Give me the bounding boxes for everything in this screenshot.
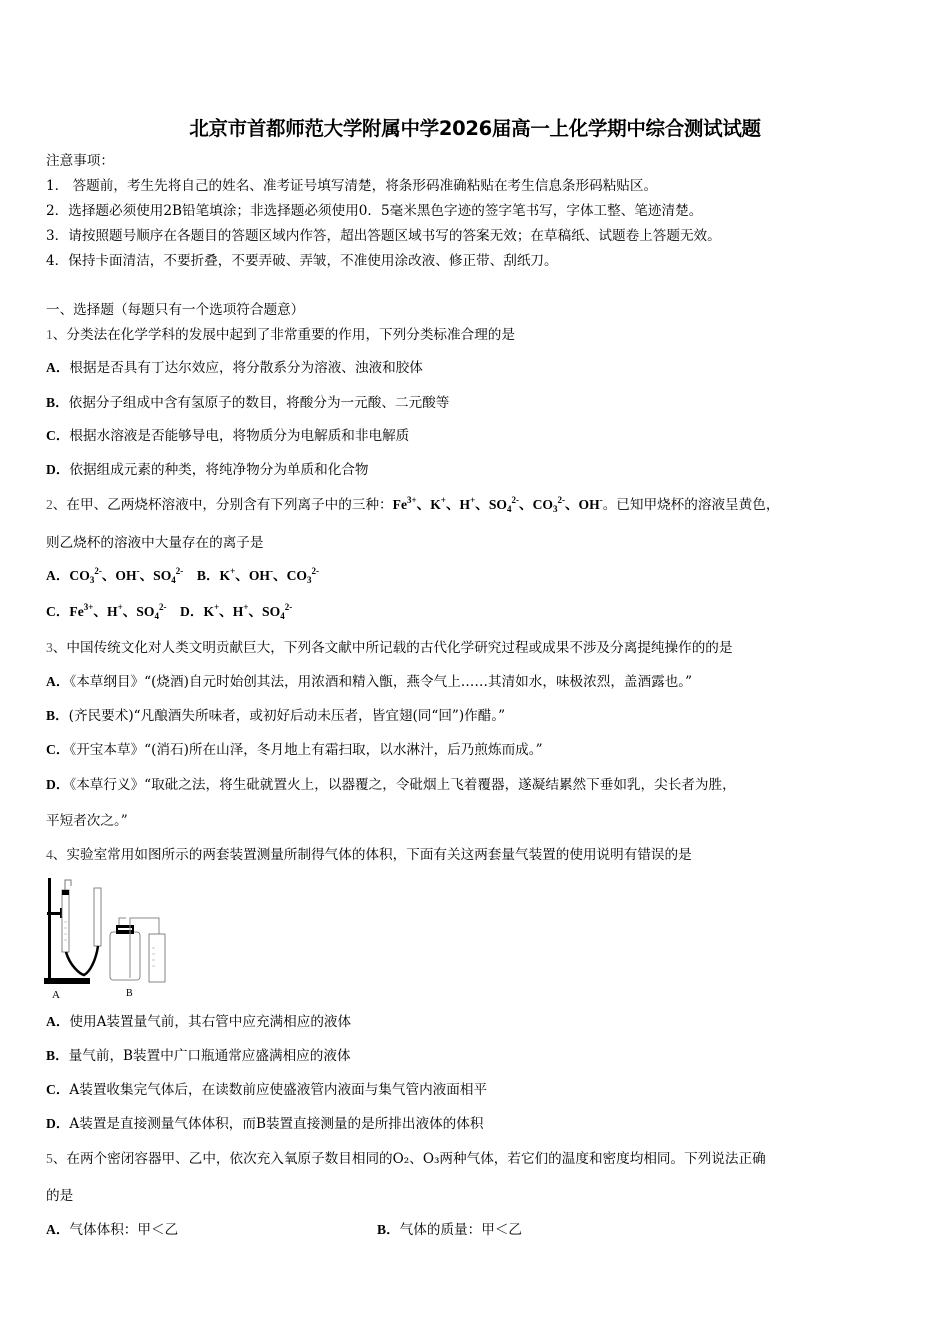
- question-4-option-b: B．量气前，B装置中广口瓶通常应盛满相应的液体: [46, 1048, 351, 1064]
- notice-item-4: 4．保持卡面清洁，不要折叠，不要弄破、弄皱，不准使用涂改液、修正带、刮纸刀。: [46, 253, 558, 269]
- svg-text:B: B: [126, 988, 133, 999]
- question-4-option-c: C．A装置收集完气体后，在读数前应使盛液管内液面与集气管内液面相平: [46, 1082, 488, 1098]
- question-5-option-b: B．气体的质量：甲＜乙: [377, 1222, 523, 1238]
- question-5-stem: 5、在两个密闭容器甲、乙中，依次充入氧原子数目相同的O₂、O₃两种气体，若它们的温度和密度均相同。下列说法正确: [46, 1151, 766, 1167]
- apparatus-diagram-icon: [44, 874, 174, 1002]
- ion-list: $Fe^{3+}$、K+、H+、$SO_4^{2-}$、$CO_3^{2-}$、OH-: [392, 495, 603, 514]
- question-2-stem-line2: 则乙烧杯的溶液中大量存在的离子是: [46, 535, 264, 551]
- question-3-option-a: A．《本草纲目》“(烧酒)自元时始创其法，用浓酒和精入甑，燕令气上……其清如水，味极浓烈，盖酒露也。”: [46, 674, 693, 690]
- notice-item-2: 2．选择题必须使用2B铅笔填涂；非选择题必须使用0．5毫米黑色字迹的签字笔书写，字体工整、笔迹清楚。: [46, 203, 703, 219]
- question-1-option-a: A．根据是否具有丁达尔效应，将分散系分为溶液、浊液和胶体: [46, 360, 423, 376]
- notice-item-1: 1． 答题前，考生先将自己的姓名、准考证号填写清楚，将条形码准确粘贴在考生信息条形码粘贴区。: [46, 178, 658, 194]
- question-5-stem-line2: 的是: [46, 1188, 74, 1204]
- question-number: 1: [46, 327, 53, 342]
- question-1-option-d: D．依据组成元素的种类，将纯净物分为单质和化合物: [46, 462, 369, 478]
- question-3-option-d: D．《本草行义》“取砒之法，将生砒就置火上，以器覆之，令砒烟上飞着覆器，遂凝结累然下垂如乳，尖长者为胜，: [46, 777, 736, 793]
- question-3-stem: 3、中国传统文化对人类文明贡献巨大，下列各文献中所记载的古代化学研究过程或成果不涉及分离提纯操作的的是: [46, 640, 733, 656]
- question-1-option-c: C．根据水溶液是否能够导电，将物质分为电解质和非电解质: [46, 428, 410, 444]
- page-title: 北京市首都师范大学附属中学2026届高一上化学期中综合测试试题: [189, 117, 761, 140]
- question-4-option-d: D．A装置是直接测量气体体积，而B装置直接测量的是所排出液体的体积: [46, 1116, 484, 1132]
- notice-heading: 注意事项：: [46, 153, 114, 169]
- question-3-option-b: B．(齐民要术)“凡酿酒失所味者，或初好后动未压者，皆宜翅(同“回”)作醋。”: [46, 708, 506, 724]
- question-1-option-b: B．依据分子组成中含有氢原子的数目，将酸分为一元酸、二元酸等: [46, 395, 450, 411]
- question-2-options-cd: C．$Fe^{3+}$、H+、$SO_4^{2-}$ D．K+、H+、$SO_4^{2-}$: [46, 602, 293, 621]
- question-3-option-c: C．《开宝本草》“(消石)所在山泽，冬月地上有霜扫取，以水淋汁，后乃煎炼而成。”: [46, 742, 543, 758]
- gas-measurement-apparatus-figure: [44, 874, 174, 1002]
- question-4-stem: 4、实验室常用如图所示的两套装置测量所制得气体的体积，下面有关这两套量气装置的使用说明有错误的是: [46, 847, 692, 863]
- section-heading: 一、选择题（每题只有一个选项符合题意）: [46, 302, 305, 318]
- question-2-stem: 2、在甲、乙两烧杯溶液中，分别含有下列离子中的三种：$Fe^{3+}$、K+、H+、$SO_4^{2-}$、$CO_3^{2-}$、OH-。已知甲烧杯的溶液呈黄色，: [46, 495, 780, 514]
- question-4-option-a: A．使用A装置量气前，其右管中应充满相应的液体: [46, 1014, 352, 1030]
- question-5-option-a: A．气体体积：甲＜乙: [46, 1222, 179, 1238]
- svg-text:A: A: [52, 989, 60, 1001]
- question-3-option-d-line2: 平短者次之。”: [46, 813, 128, 829]
- notice-item-3: 3．请按照题号顺序在各题目的答题区域内作答，超出答题区域书写的答案无效；在草稿纸、试题卷上答题无效。: [46, 228, 721, 244]
- question-1-stem: 1、分类法在化学学科的发展中起到了非常重要的作用，下列分类标准合理的是: [46, 327, 515, 343]
- question-2-options-ab: A．$CO_3^{2-}$、OH-、$SO_4^{2-}$ B．K+、OH-、$CO_3^{2-}$: [46, 566, 319, 585]
